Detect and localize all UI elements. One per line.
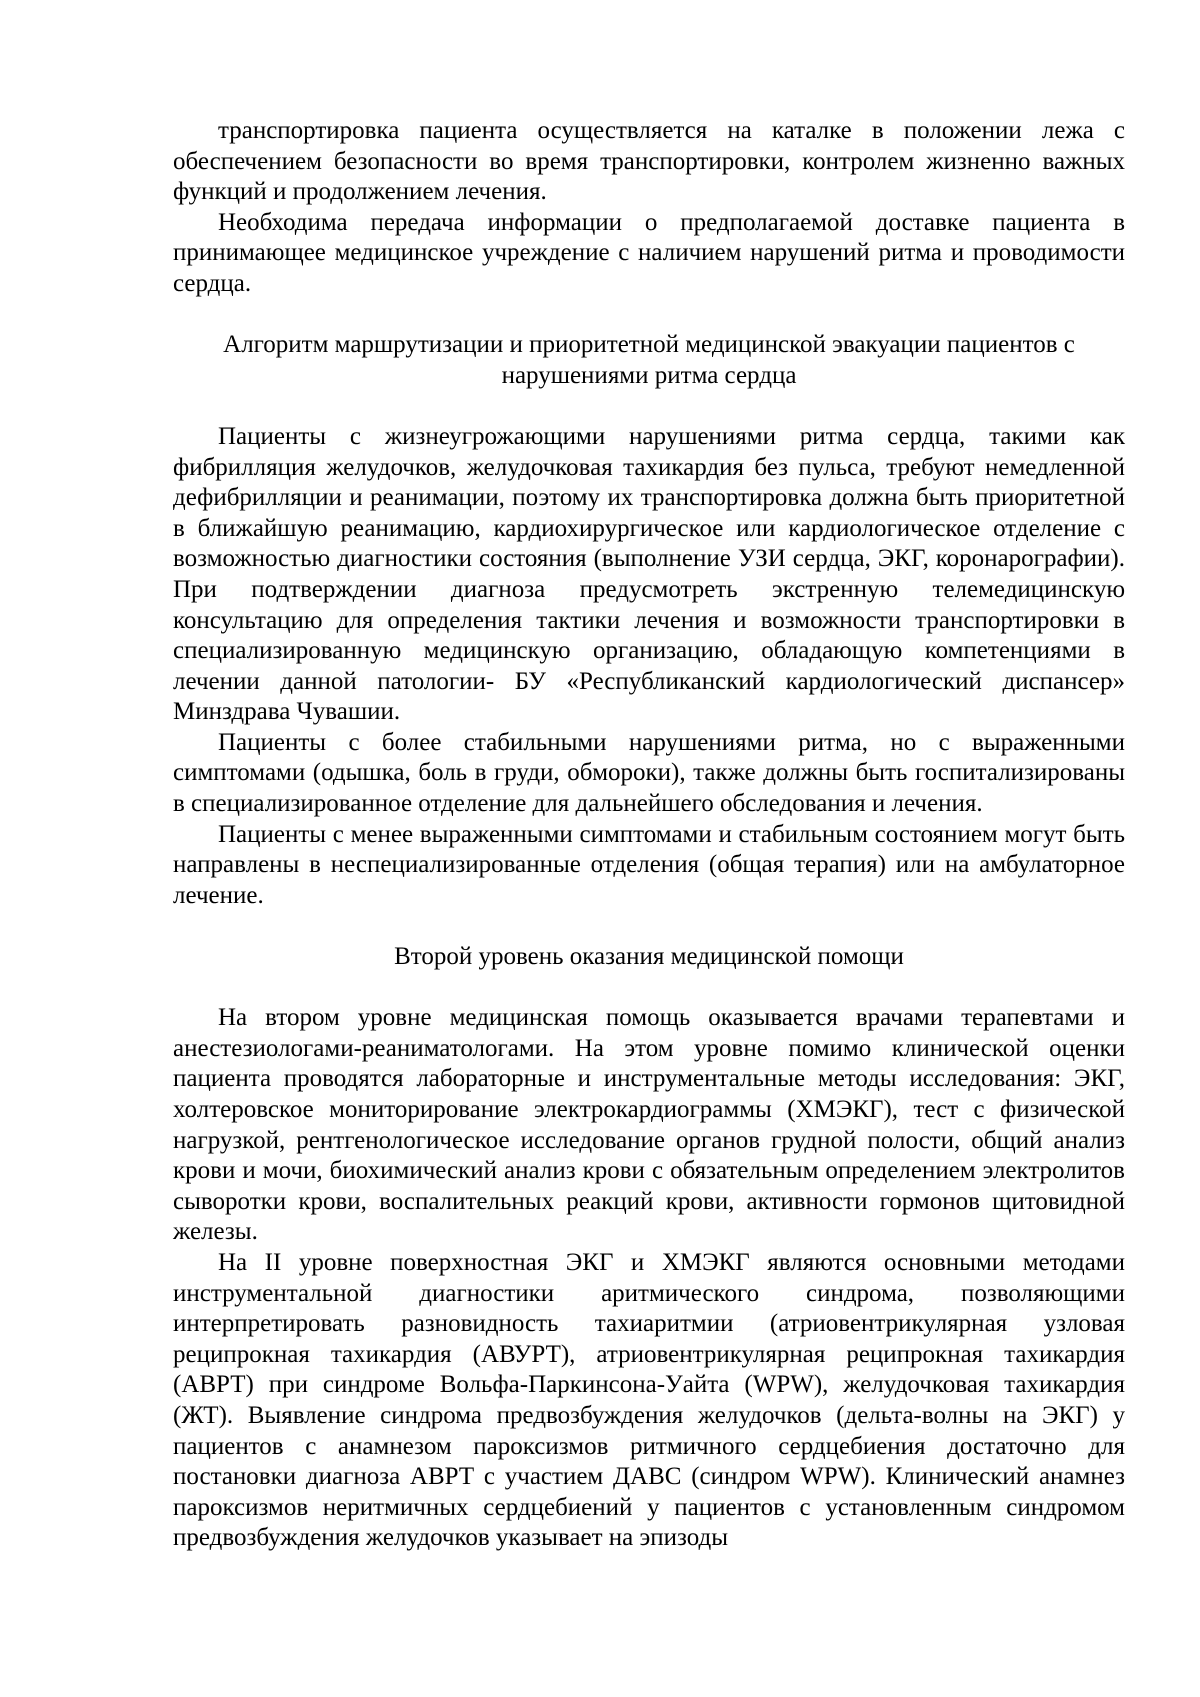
paragraph-life-threatening: Пациенты с жизнеугрожающими нарушениями ритма сердца, такими как фибрилляция желудочков, желудочковая тахикардия без пульса, требуют немедленной дефибрилляции и реанимации, поэтому их транспортировка должна быть приоритетной в ближайшую реанимацию, кардиохирургическое или кардиологическое отделение с возможностью диагностики состояния (выполнение УЗИ сердца, ЭКГ, коронарографии). При подтверждении диагноза предусмотреть экстренную телемедицинскую консультацию для определения тактики лечения и возможности транспортировки в специализированную медицинскую организацию, обладающую компетенциями в лечении данной патологии- БУ «Республиканский кардиологический диспансер» Минздрава Чувашии.	[173, 422, 1125, 726]
paragraph-ecg-holter: На II уровне поверхностная ЭКГ и ХМЭКГ являются основными методами инструментальной диагностики аритмического синдрома, позволяющими интерпретировать разновидность тахиаритмии (атриовентрикулярная узловая реципрокная тахикардия (АВУРТ), атриовентрикулярная реципрокная тахикардия (АВРТ) при синдроме Вольфа-Паркинсона-Уайта (WPW), желудочковая тахикардия (ЖТ). Выявление синдрома предвозбуждения желудочков (дельта-волны на ЭКГ) у пациентов с анамнезом пароксизмов ритмичного сердцебиения достаточно для постановки диагноза АВРТ с участием ДАВС (синдром WPW). Клинический анамнез пароксизмов неритмичных сердцебиений у пациентов с установленным синдромом предвозбуждения желудочков указывает на эпизоды	[173, 1248, 1125, 1552]
paragraph-second-level-care: На втором уровне медицинская помощь оказывается врачами терапевтами и анестезиологами-реаниматологами. На этом уровне помимо клинической оценки пациента проводятся лабораторные и инструментальные методы исследования: ЭКГ, холтеровское мониторирование электрокардиограммы (ХМЭКГ), тест с физической нагрузкой, рентгенологическое исследование органов грудной полости, общий анализ крови и мочи, биохимический анализ крови с обязательным определением электролитов сыворотки крови, воспалительных реакций крови, активности гормонов щитовидной железы.	[173, 1004, 1125, 1246]
paragraph-transport: транспортировка пациента осуществляется на каталке в положении лежа с обеспечением безопасности во время транспортировки, контролем жизненно важных функций и продолжением лечения.	[173, 117, 1125, 206]
section-heading-second-level: Второй уровень оказания медицинской помощи	[394, 943, 904, 971]
section-heading-routing-algorithm: Алгоритм маршрутизации и приоритетной медицинской эвакуации пациентов с нарушениями ритма сердца	[223, 331, 1075, 389]
document-page	[173, 116, 1125, 1554]
paragraph-information-transfer: Необходима передача информации о предполагаемой доставке пациента в принимающее медицинское учреждение с наличием нарушений ритма и проводимости сердца.	[173, 208, 1125, 297]
paragraph-mild-symptoms: Пациенты с менее выраженными симптомами и стабильным состоянием могут быть направлены в неспециализированные отделения (общая терапия) или на амбулаторное лечение.	[173, 820, 1125, 909]
paragraph-stable-symptomatic: Пациенты с более стабильными нарушениями ритма, но с выраженными симптомами (одышка, боль в груди, обмороки), также должны быть госпитализированы в специализированное отделение для дальнейшего обследования и лечения.	[173, 728, 1125, 818]
